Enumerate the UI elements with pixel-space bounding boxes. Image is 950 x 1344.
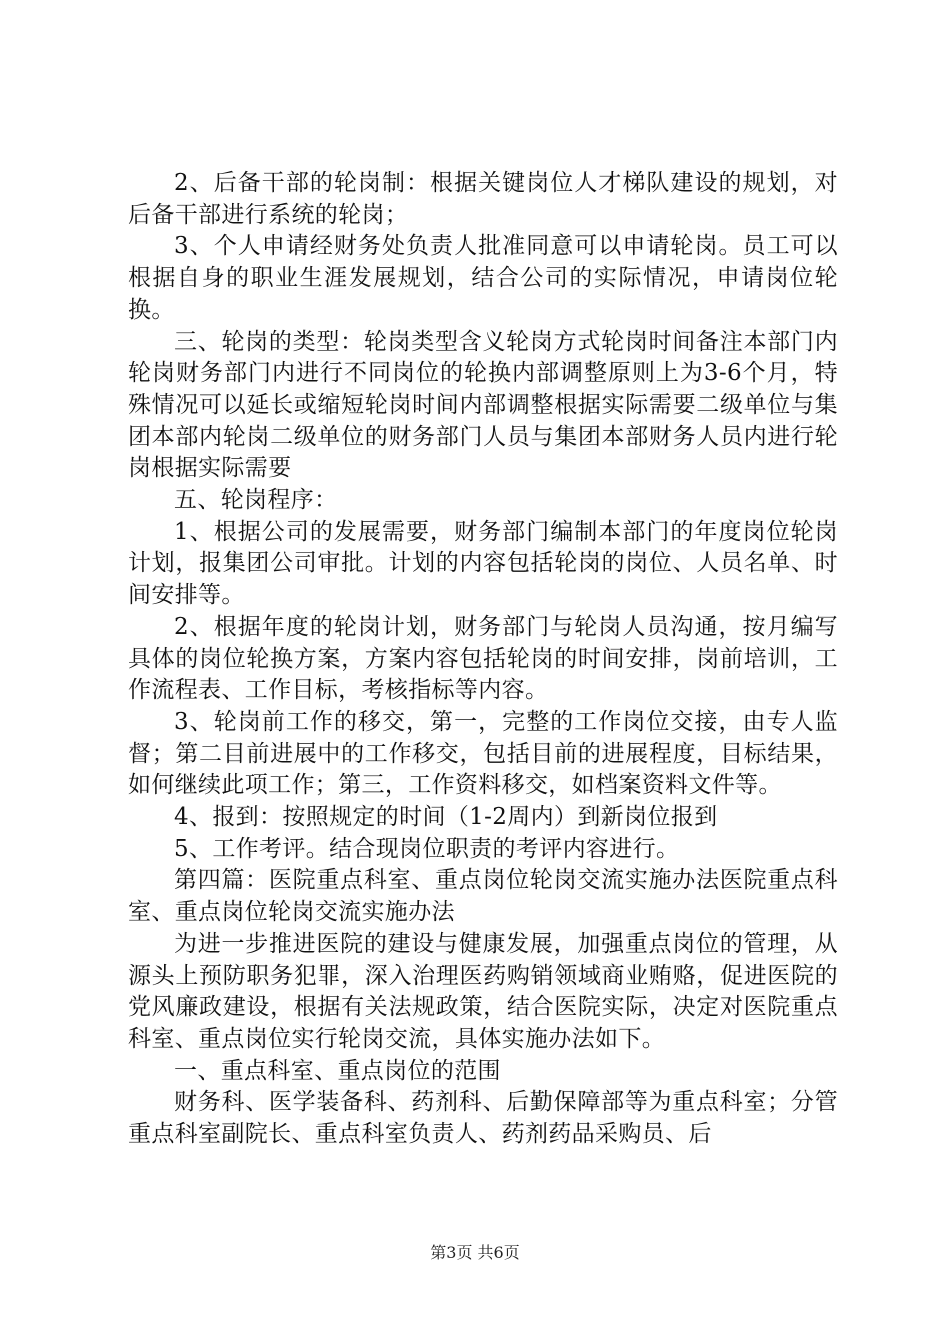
page-number-footer: 第3页 共6页 bbox=[430, 1243, 520, 1262]
chapter-heading-part-four: 第四篇：医院重点科室、重点岗位轮岗交流实施办法医院重点科室、重点岗位轮岗交流实施办法 bbox=[128, 867, 838, 926]
document-body bbox=[128, 168, 838, 1151]
paragraph-rotation-types: 三、轮岗的类型：轮岗类型含义轮岗方式轮岗时间备注本部门内轮岗财务部门内进行不同岗位的轮换内部调整原则上为3-6个月，特殊情况可以延长或缩短轮岗时间内部调整根据实际需要二级单位与集团本部内轮岗二级单位的财务部门人员与集团本部财务人员内进行轮岗根据实际需要 bbox=[128, 328, 838, 482]
section-heading-rotation-procedure: 五、轮岗程序： bbox=[174, 487, 338, 514]
paragraph-procedure-step-4: 4、报到：按照规定的时间（1-2周内）到新岗位报到 bbox=[174, 804, 718, 831]
paragraph-procedure-step-5: 5、工作考评。结合现岗位职责的考评内容进行。 bbox=[174, 835, 680, 862]
paragraph-procedure-step-2: 2、根据年度的轮岗计划，财务部门与轮岗人员沟通，按月编写具体的岗位轮换方案，方案内容包括轮岗的时间安排，岗前培训，工作流程表、工作目标，考核指标等内容。 bbox=[128, 613, 838, 704]
paragraph-key-departments-list: 财务科、医学装备科、药剂科、后勤保障部等为重点科室；分管重点科室副院长、重点科室负责人、药剂药品采购员、后 bbox=[128, 1089, 838, 1148]
paragraph-backup-cadre-rotation: 2、后备干部的轮岗制：根据关键岗位人才梯队建设的规划，对后备干部进行系统的轮岗； bbox=[128, 170, 838, 228]
section-heading-key-departments-scope: 一、重点科室、重点岗位的范围 bbox=[174, 1057, 501, 1084]
paragraph-procedure-step-1: 1、根据公司的发展需要，财务部门编制本部门的年度岗位轮岗计划，报集团公司审批。计划的内容包括轮岗的岗位、人员名单、时间安排等。 bbox=[128, 518, 838, 609]
paragraph-procedure-step-3: 3、轮岗前工作的移交，第一，完整的工作岗位交接，由专人监督；第二目前进展中的工作移交，包括目前的进展程度，目标结果，如何继续此项工作；第三，工作资料移交，如档案资料文件等。 bbox=[128, 708, 838, 799]
paragraph-personal-application: 3、个人申请经财务处负责人批准同意可以申请轮岗。员工可以根据自身的职业生涯发展规划，结合公司的实际情况，申请岗位轮换。 bbox=[128, 233, 838, 323]
paragraph-hospital-intro: 为进一步推进医院的建设与健康发展，加强重点岗位的管理，从源头上预防职务犯罪，深入治理医药购销领域商业贿赂，促进医院的党风廉政建设，根据有关法规政策，结合医院实际，决定对医院重点科室、重点岗位实行轮岗交流，具体实施办法如下。 bbox=[128, 930, 838, 1052]
